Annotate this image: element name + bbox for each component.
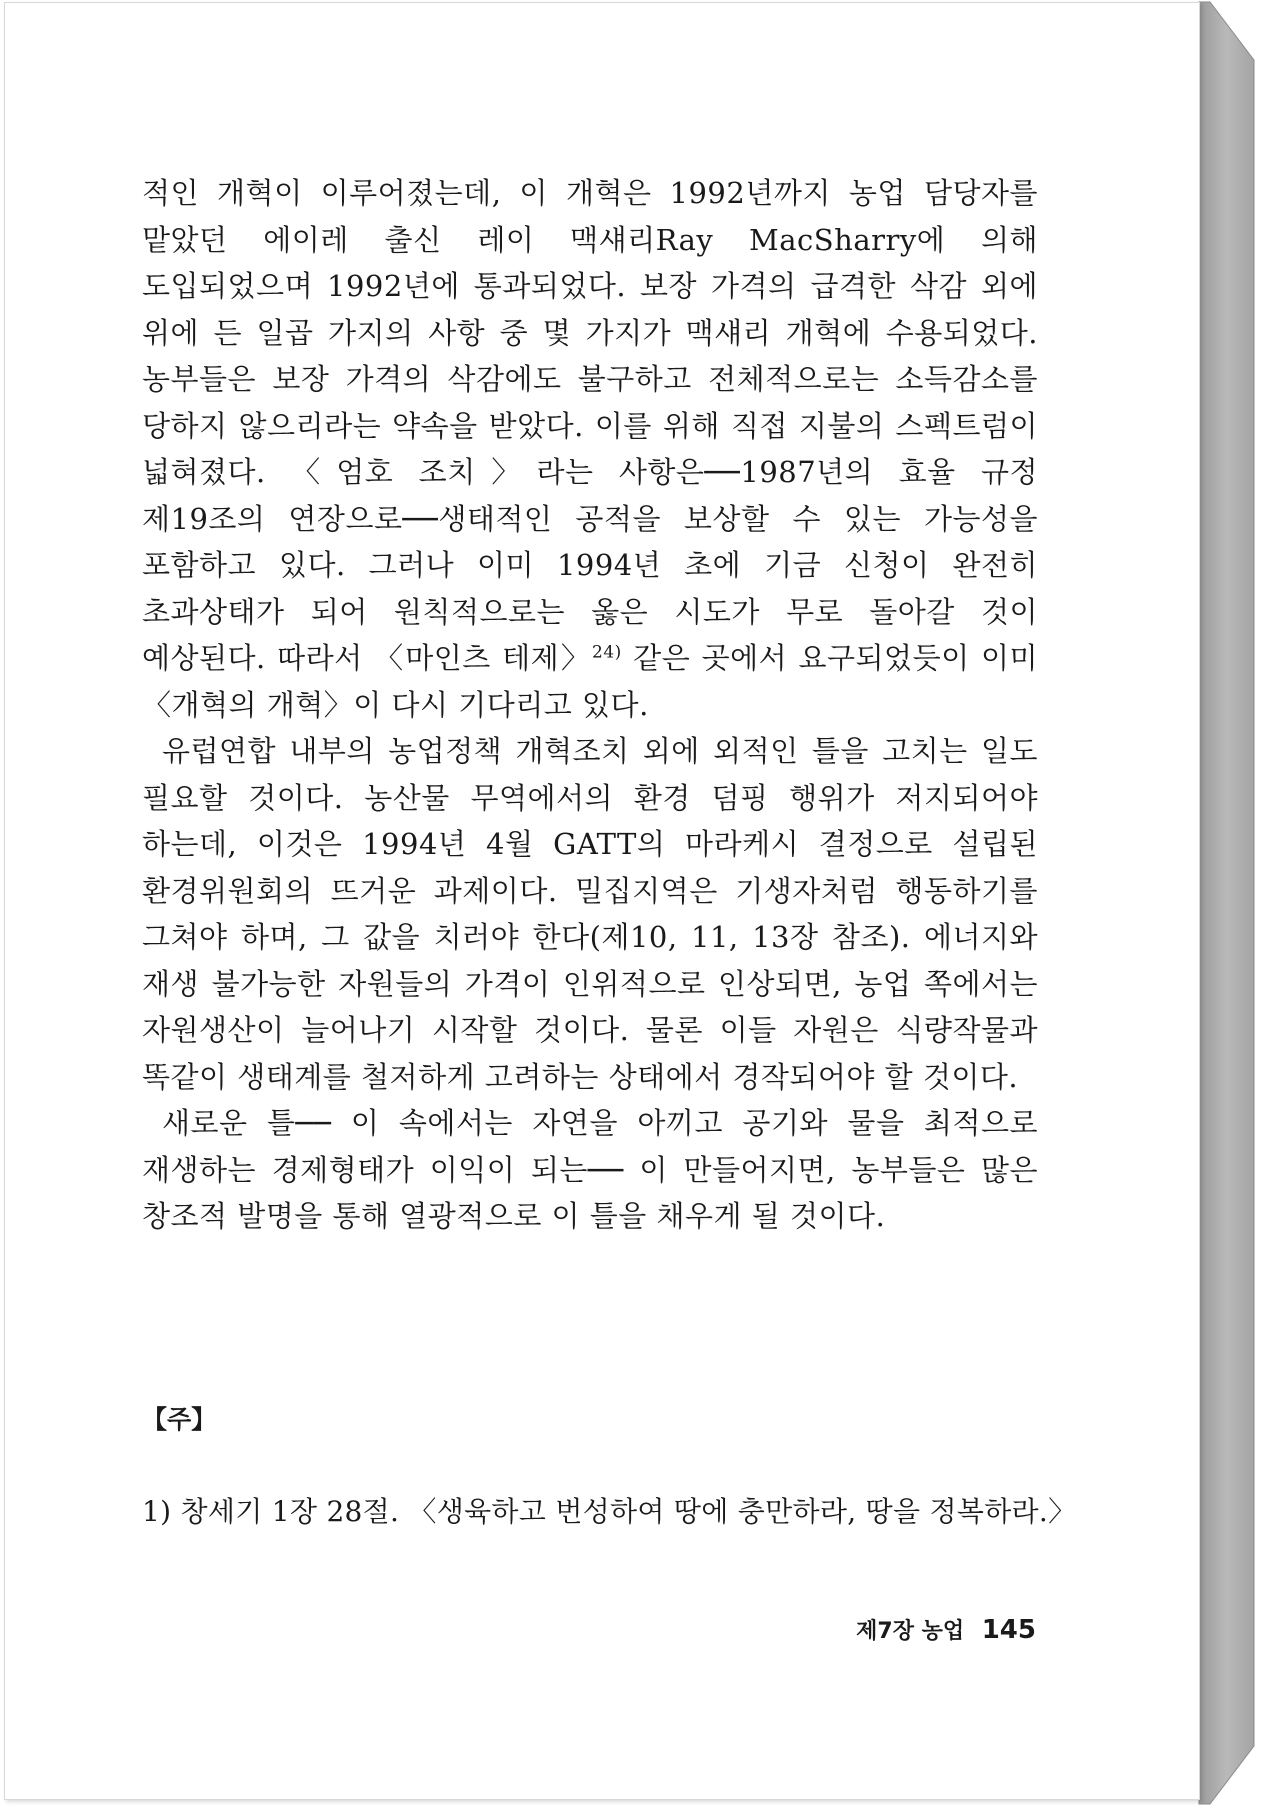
footnote-ref-24: 24) [592,642,622,663]
page-footer [856,1614,1036,1645]
paragraph-1: 적인 개혁이 이루어졌는데, 이 개혁은 1992년까지 농업 담당자를 맡았던 에이레 출신 레이 맥섀리Ray MacSharry에 의해 도입되었으며 1992년에 통과되었다. 보장 가격의 급격한 삭감 외에 위에 든 일곱 가지의 사항 중 몇 가지가 맥섀리 개혁에 수용되었다. 농부들은 보장 가격의 삭감에도 불구하고 전체적으로는 소득감소를 당하지 않으리라는 약속을 받았다. 이를 위해 직접 지불의 스펙트럼이 넓혀졌다. 〈엄호 조치〉라는 사항은──1987년의 효율 규정 제19조의 연장으로──생태적인 공적을 보상할 수 있는 가능성을 포함하고 있다. 그러나 이미 1994년 초에 기금 신청이 완전히 초과상태가 되어 원칙적으로는 옳은 시도가 무로 돌아갈 것이 예상된다. 따라서 〈마인츠 테제〉$^{24)}$ 같은 곳에서 요구되었듯이 이미 〈개혁의 개혁〉이 다시 기다리고 있다. [142,176,1039,722]
paragraph-3: 새로운 틀── 이 속에서는 자연을 아끼고 공기와 물을 최적으로 재생하는 경제형태가 이익이 되는── 이 만들어지면, 농부들은 많은 창조적 발명을 통해 열광적으로 이 틀을 채우게 될 것이다. [142,1106,1038,1233]
notes-heading: 【주】 [142,1405,217,1434]
note-item-1: 1) 창세기 1장 28절. 〈생육하고 번성하여 땅에 충만하라, 땅을 정복하라.〉 [142,1495,1077,1528]
page-number: 145 [981,1615,1036,1645]
paragraph-2: 유럽연합 내부의 농업정책 개혁조치 외에 외적인 틀을 고치는 일도 필요할 것이다. 농산물 무역에서의 환경 덤핑 행위가 저지되어야 하는데, 이것은 1994년 4월 GATT의 마라케시 결정으로 설립된 환경위원회의 뜨거운 과제이다. 밀집지역은 기생자처럼 행동하기를 그쳐야 하며, 그 값을 치러야 한다(제10, 11, 13장 참조). 에너지와 재생 불가능한 자원들의 가격이 인위적으로 인상되면, 농업 쪽에서는 자원생산이 늘어나기 시작할 것이다. 물론 이들 자원은 식량작물과 똑같이 생태계를 철저하게 고려하는 상태에서 경작되어야 할 것이다. [142,734,1038,1094]
chapter-label: 제7장 농업 [856,1619,965,1644]
body-text [142,170,1038,1240]
